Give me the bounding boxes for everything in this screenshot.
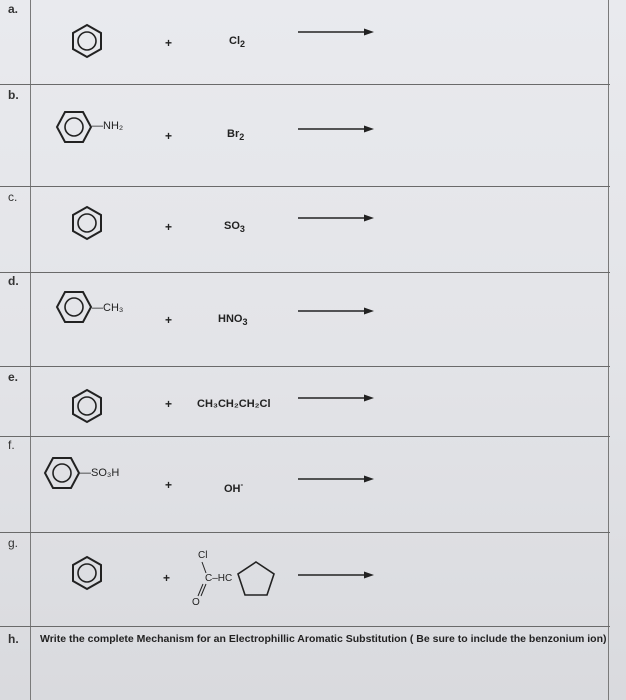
row-letter-b: b. [8,88,19,102]
reagent-so3: $SO_3$ [224,220,245,234]
acyl-carbon-label: C–HC [205,573,233,584]
plus-sign: + [165,220,173,234]
reaction-arrow-icon [298,124,374,134]
plus-sign: + [165,397,173,411]
acyl-chlorine-label: Cl [198,550,208,561]
row-divider [0,272,610,273]
row-divider [0,84,610,85]
plus-sign: + [165,129,173,143]
plus-sign: + [163,571,171,585]
reagent-cl2: $Cl_2$ [229,35,246,49]
reaction-arrow-icon [298,213,374,223]
row-divider [0,626,610,627]
left-margin-line [30,0,31,700]
mechanism-instruction: Write the complete Mechanism for an Electrophillic Aromatic Substitution ( Be sure to include the benzonium ion) [40,633,607,645]
reaction-arrow-icon [298,393,374,403]
acyl-bonds-icon [192,560,212,600]
cyclopentane-ring-icon [236,561,276,597]
right-border-line [608,0,609,700]
plus-sign: + [165,478,173,492]
benzene-ring-icon [70,24,104,58]
row-letter-a: a. [8,2,19,16]
row-letter-g: g. [8,536,19,550]
reaction-arrow-icon [298,474,374,484]
benzene-ring-icon [56,291,92,323]
reagent-hydroxide: OH- [224,480,244,495]
benzene-ring-icon [44,457,80,489]
reagent-br2: $Br_2$ [227,128,245,142]
row-letter-e: e. [8,370,19,384]
row-divider [0,436,610,437]
reaction-arrow-icon [298,27,374,37]
row-divider [0,532,610,533]
benzene-ring-icon [70,206,104,240]
plus-sign: + [165,36,173,50]
row-letter-d: d. [8,274,19,288]
acyl-oxygen-label: O [192,597,200,608]
row-divider [0,366,610,367]
reagent-hno3: $HNO_3$ [218,313,248,327]
benzene-ring-icon [70,389,104,423]
substituent-label: —SO₃H [80,467,120,479]
row-letter-h: h. [8,632,19,646]
plus-sign: + [165,313,173,327]
substituent-label: —NH₂ [92,120,124,132]
row-letter-f: f. [8,438,15,452]
row-divider [0,186,610,187]
benzene-ring-icon [56,111,92,143]
substituent-label: —CH₃ [92,302,124,314]
reaction-arrow-icon [298,306,374,316]
benzene-ring-icon [70,556,104,590]
row-letter-c: c. [8,190,18,204]
reaction-arrow-icon [298,570,374,580]
reagent-propyl-chloride: CH₃CH₂CH₂Cl [197,398,271,410]
